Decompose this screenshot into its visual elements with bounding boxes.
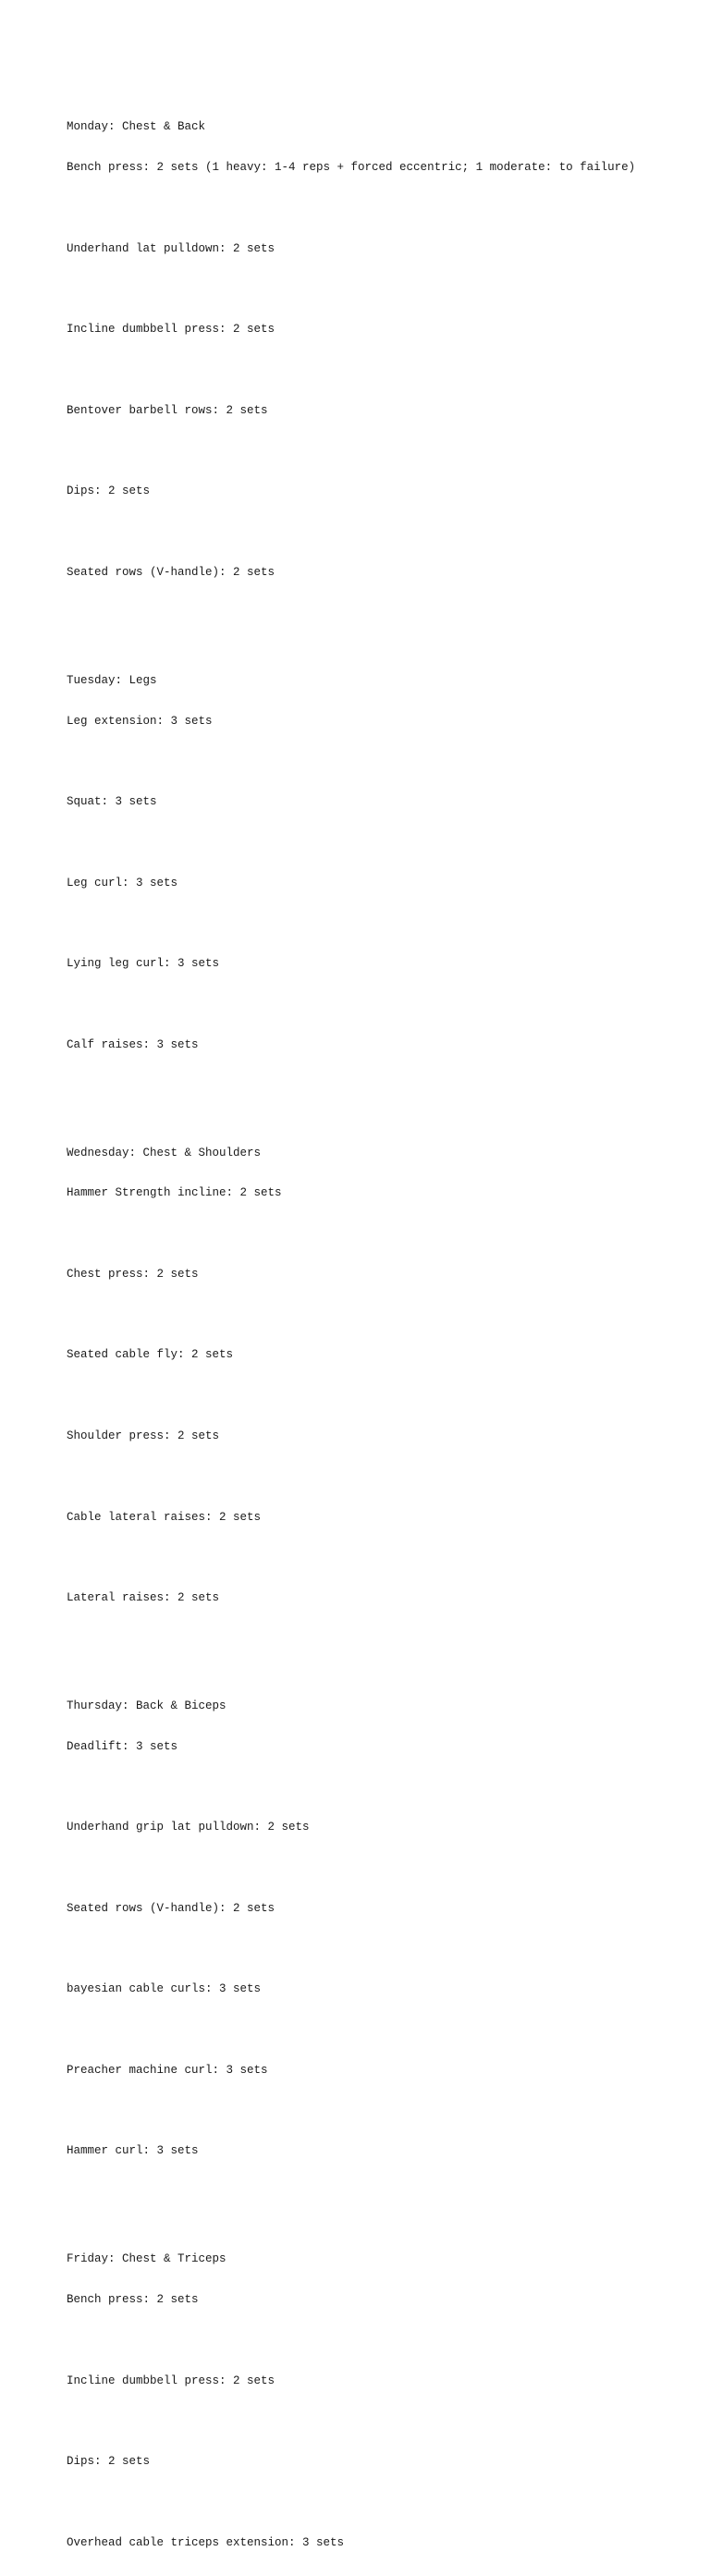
exercise-line: Hammer curl: 3 sets — [67, 2144, 199, 2158]
exercise-line: Cable lateral raises: 2 sets — [67, 1510, 262, 1524]
day-heading: Tuesday: Legs — [67, 673, 157, 687]
exercise-line: Underhand lat pulldown: 2 sets — [67, 241, 275, 255]
exercise-line: Lateral raises: 2 sets — [67, 1591, 220, 1605]
exercise-line: Bentover barbell rows: 2 sets — [67, 403, 268, 417]
exercise-line: Preacher machine curl: 3 sets — [67, 2063, 268, 2077]
exercise-line: Dips: 2 sets — [67, 485, 151, 498]
day-heading: Friday: Chest & Triceps — [67, 2252, 226, 2266]
exercise-line: Hammer Strength incline: 2 sets — [67, 1186, 282, 1200]
exercise-line: Shoulder press: 2 sets — [67, 1429, 220, 1442]
exercise-line: Seated cable fly: 2 sets — [67, 1348, 234, 1362]
exercise-line: Squat: 3 sets — [67, 795, 157, 809]
exercise-line: Lying leg curl: 3 sets — [67, 957, 220, 971]
exercise-line: Bench press: 2 sets — [67, 2292, 199, 2306]
exercise-line: Incline dumbbell press: 2 sets — [67, 323, 275, 337]
exercise-line: Incline dumbbell press: 2 sets — [67, 2374, 275, 2387]
exercise-line: Seated rows (V-handle): 2 sets — [67, 1901, 275, 1915]
day-heading: Thursday: Back & Biceps — [67, 1699, 226, 1712]
exercise-line: bayesian cable curls: 3 sets — [67, 1982, 262, 1996]
exercise-line: Bench press: 2 sets (1 heavy: 1-4 reps + forced eccentric; 1 moderate: to failure) — [67, 161, 636, 175]
exercise-line: Chest press: 2 sets — [67, 1267, 199, 1281]
exercise-line: Deadlift: 3 sets — [67, 1739, 178, 1753]
day-heading: Monday: Chest & Back — [67, 120, 206, 134]
exercise-line: Calf raises: 3 sets — [67, 1037, 199, 1051]
exercise-line: Leg curl: 3 sets — [67, 876, 178, 889]
day-heading: Wednesday: Chest & Shoulders — [67, 1146, 262, 1159]
exercise-line: Seated rows (V-handle): 2 sets — [67, 565, 275, 579]
exercise-line: Leg extension: 3 sets — [67, 714, 213, 728]
exercise-line: Overhead cable triceps extension: 3 sets — [67, 2535, 345, 2549]
exercise-line: Underhand grip lat pulldown: 2 sets — [67, 1821, 310, 1834]
exercise-line: Dips: 2 sets — [67, 2455, 151, 2469]
workout-document — [67, 67, 695, 2576]
